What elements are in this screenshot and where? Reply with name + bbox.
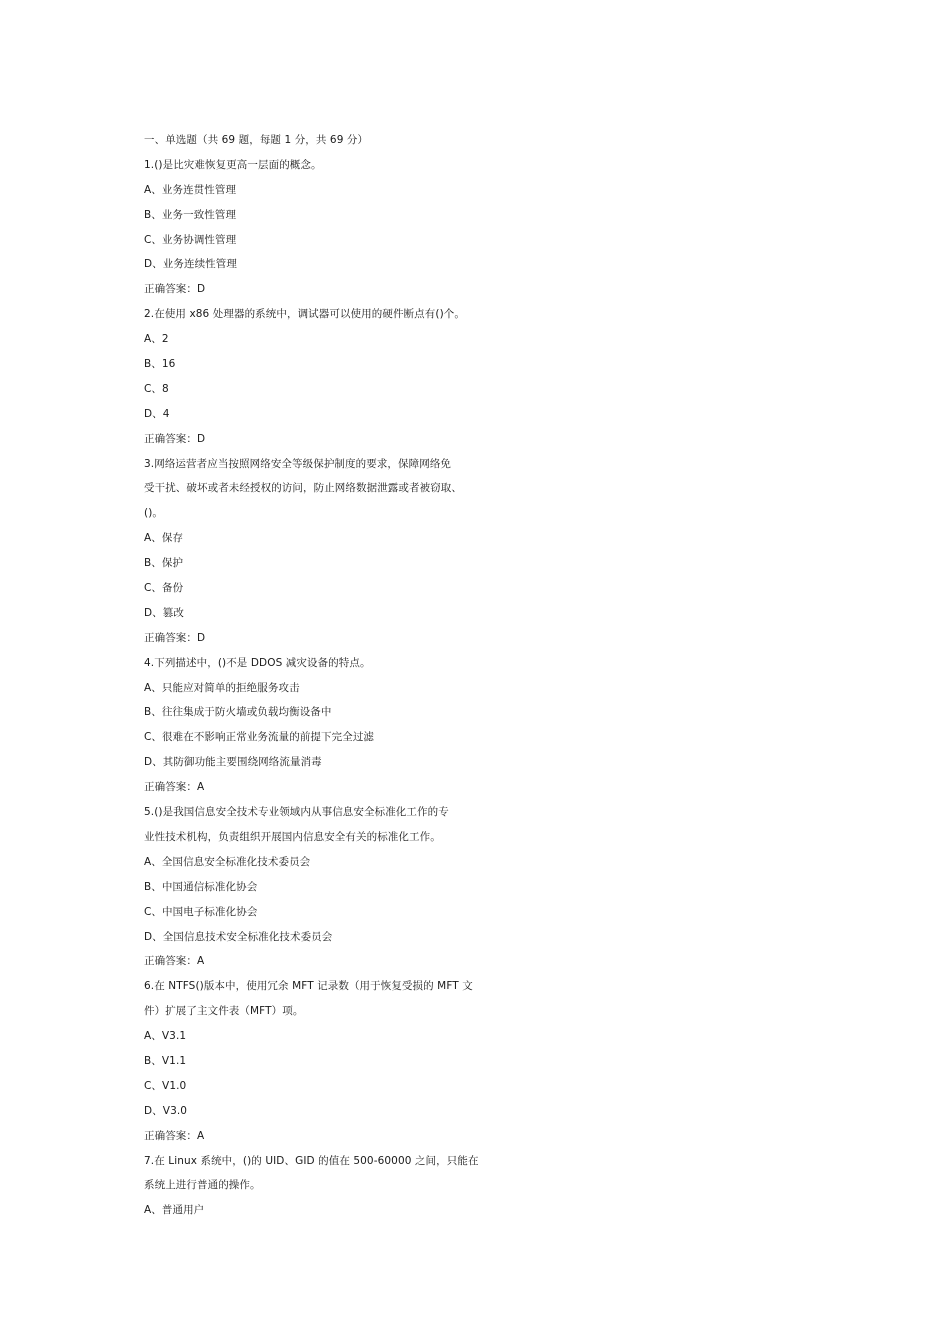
question-stem: 2.在使用 x86 处理器的系统中，调试器可以使用的硬件断点有()个。 — [144, 308, 465, 321]
correct-answer: 正确答案：A — [144, 781, 205, 794]
option-a: A、保存 — [144, 532, 184, 545]
option-a: A、业务连贯性管理 — [144, 183, 237, 196]
correct-answer: 正确答案：A — [144, 1129, 205, 1142]
option-a: A、全国信息安全标准化技术委员会 — [144, 855, 311, 868]
question-stem: 1.()是比灾难恢复更高一层面的概念。 — [144, 158, 322, 171]
question-stem: 6.在 NTFS()版本中，使用冗余 MFT 记录数（用于恢复受损的 MFT 文 — [144, 980, 473, 993]
question-1 — [144, 153, 504, 302]
section-title: 一、单选题（共 69 题，每题 1 分，共 69 分） — [144, 134, 369, 146]
option-c: C、备份 — [144, 582, 184, 595]
option-b: B、16 — [144, 358, 176, 371]
correct-answer: 正确答案：D — [144, 283, 206, 296]
option-c: C、很难在不影响正常业务流量的前提下完全过滤 — [144, 731, 375, 744]
question-4 — [144, 651, 504, 800]
correct-answer: 正确答案：A — [144, 955, 205, 968]
question-3 — [144, 452, 504, 651]
correct-answer: 正确答案：D — [144, 432, 206, 445]
question-stem: 3.网络运营者应当按照网络安全等级保护制度的要求，保障网络免 — [144, 457, 452, 470]
option-a: A、2 — [144, 333, 169, 346]
question-stem: 件）扩展了主文件表（MFT）项。 — [144, 1005, 304, 1018]
option-c: C、V1.0 — [144, 1079, 187, 1092]
option-d: D、其防御功能主要围绕网络流量消毒 — [144, 756, 322, 769]
question-stem: 系统上进行普通的操作。 — [144, 1179, 261, 1192]
question-2 — [144, 302, 504, 451]
question-stem: 受干扰、破坏或者未经授权的访问，防止网络数据泄露或者被窃取、 — [144, 482, 462, 495]
question-sheet — [144, 128, 504, 1223]
option-a: A、普通用户 — [144, 1204, 205, 1217]
option-b: B、保护 — [144, 557, 184, 570]
correct-answer: 正确答案：D — [144, 631, 206, 644]
option-d: D、篡改 — [144, 606, 184, 619]
question-stem: 5.()是我国信息安全技术专业领域内从事信息安全标准化工作的专 — [144, 806, 449, 819]
question-stem: 4.下列描述中，()不是 DDOS 减灾设备的特点。 — [144, 656, 371, 669]
option-b: B、往往集成于防火墙或负载均衡设备中 — [144, 706, 332, 719]
question-stem: 业性技术机构，负责组织开展国内信息安全有关的标准化工作。 — [144, 830, 441, 843]
option-c: C、业务协调性管理 — [144, 233, 237, 246]
option-b: B、业务一致性管理 — [144, 208, 237, 221]
option-b: B、中国通信标准化协会 — [144, 880, 258, 893]
option-c: C、8 — [144, 382, 169, 395]
option-a: A、只能应对简单的拒绝服务攻击 — [144, 681, 300, 694]
question-stem: ()。 — [144, 507, 163, 520]
option-d: D、业务连续性管理 — [144, 258, 237, 271]
option-b: B、V1.1 — [144, 1054, 187, 1067]
question-6 — [144, 974, 504, 1148]
option-c: C、中国电子标准化协会 — [144, 905, 258, 918]
option-d: D、V3.0 — [144, 1104, 188, 1117]
option-d: D、4 — [144, 407, 170, 420]
question-stem: 7.在 Linux 系统中，()的 UID、GID 的值在 500-60000 之间，只能在 — [144, 1154, 479, 1167]
question-5 — [144, 800, 504, 974]
question-7 — [144, 1149, 504, 1224]
option-a: A、V3.1 — [144, 1030, 187, 1043]
option-d: D、全国信息技术安全标准化技术委员会 — [144, 930, 333, 943]
